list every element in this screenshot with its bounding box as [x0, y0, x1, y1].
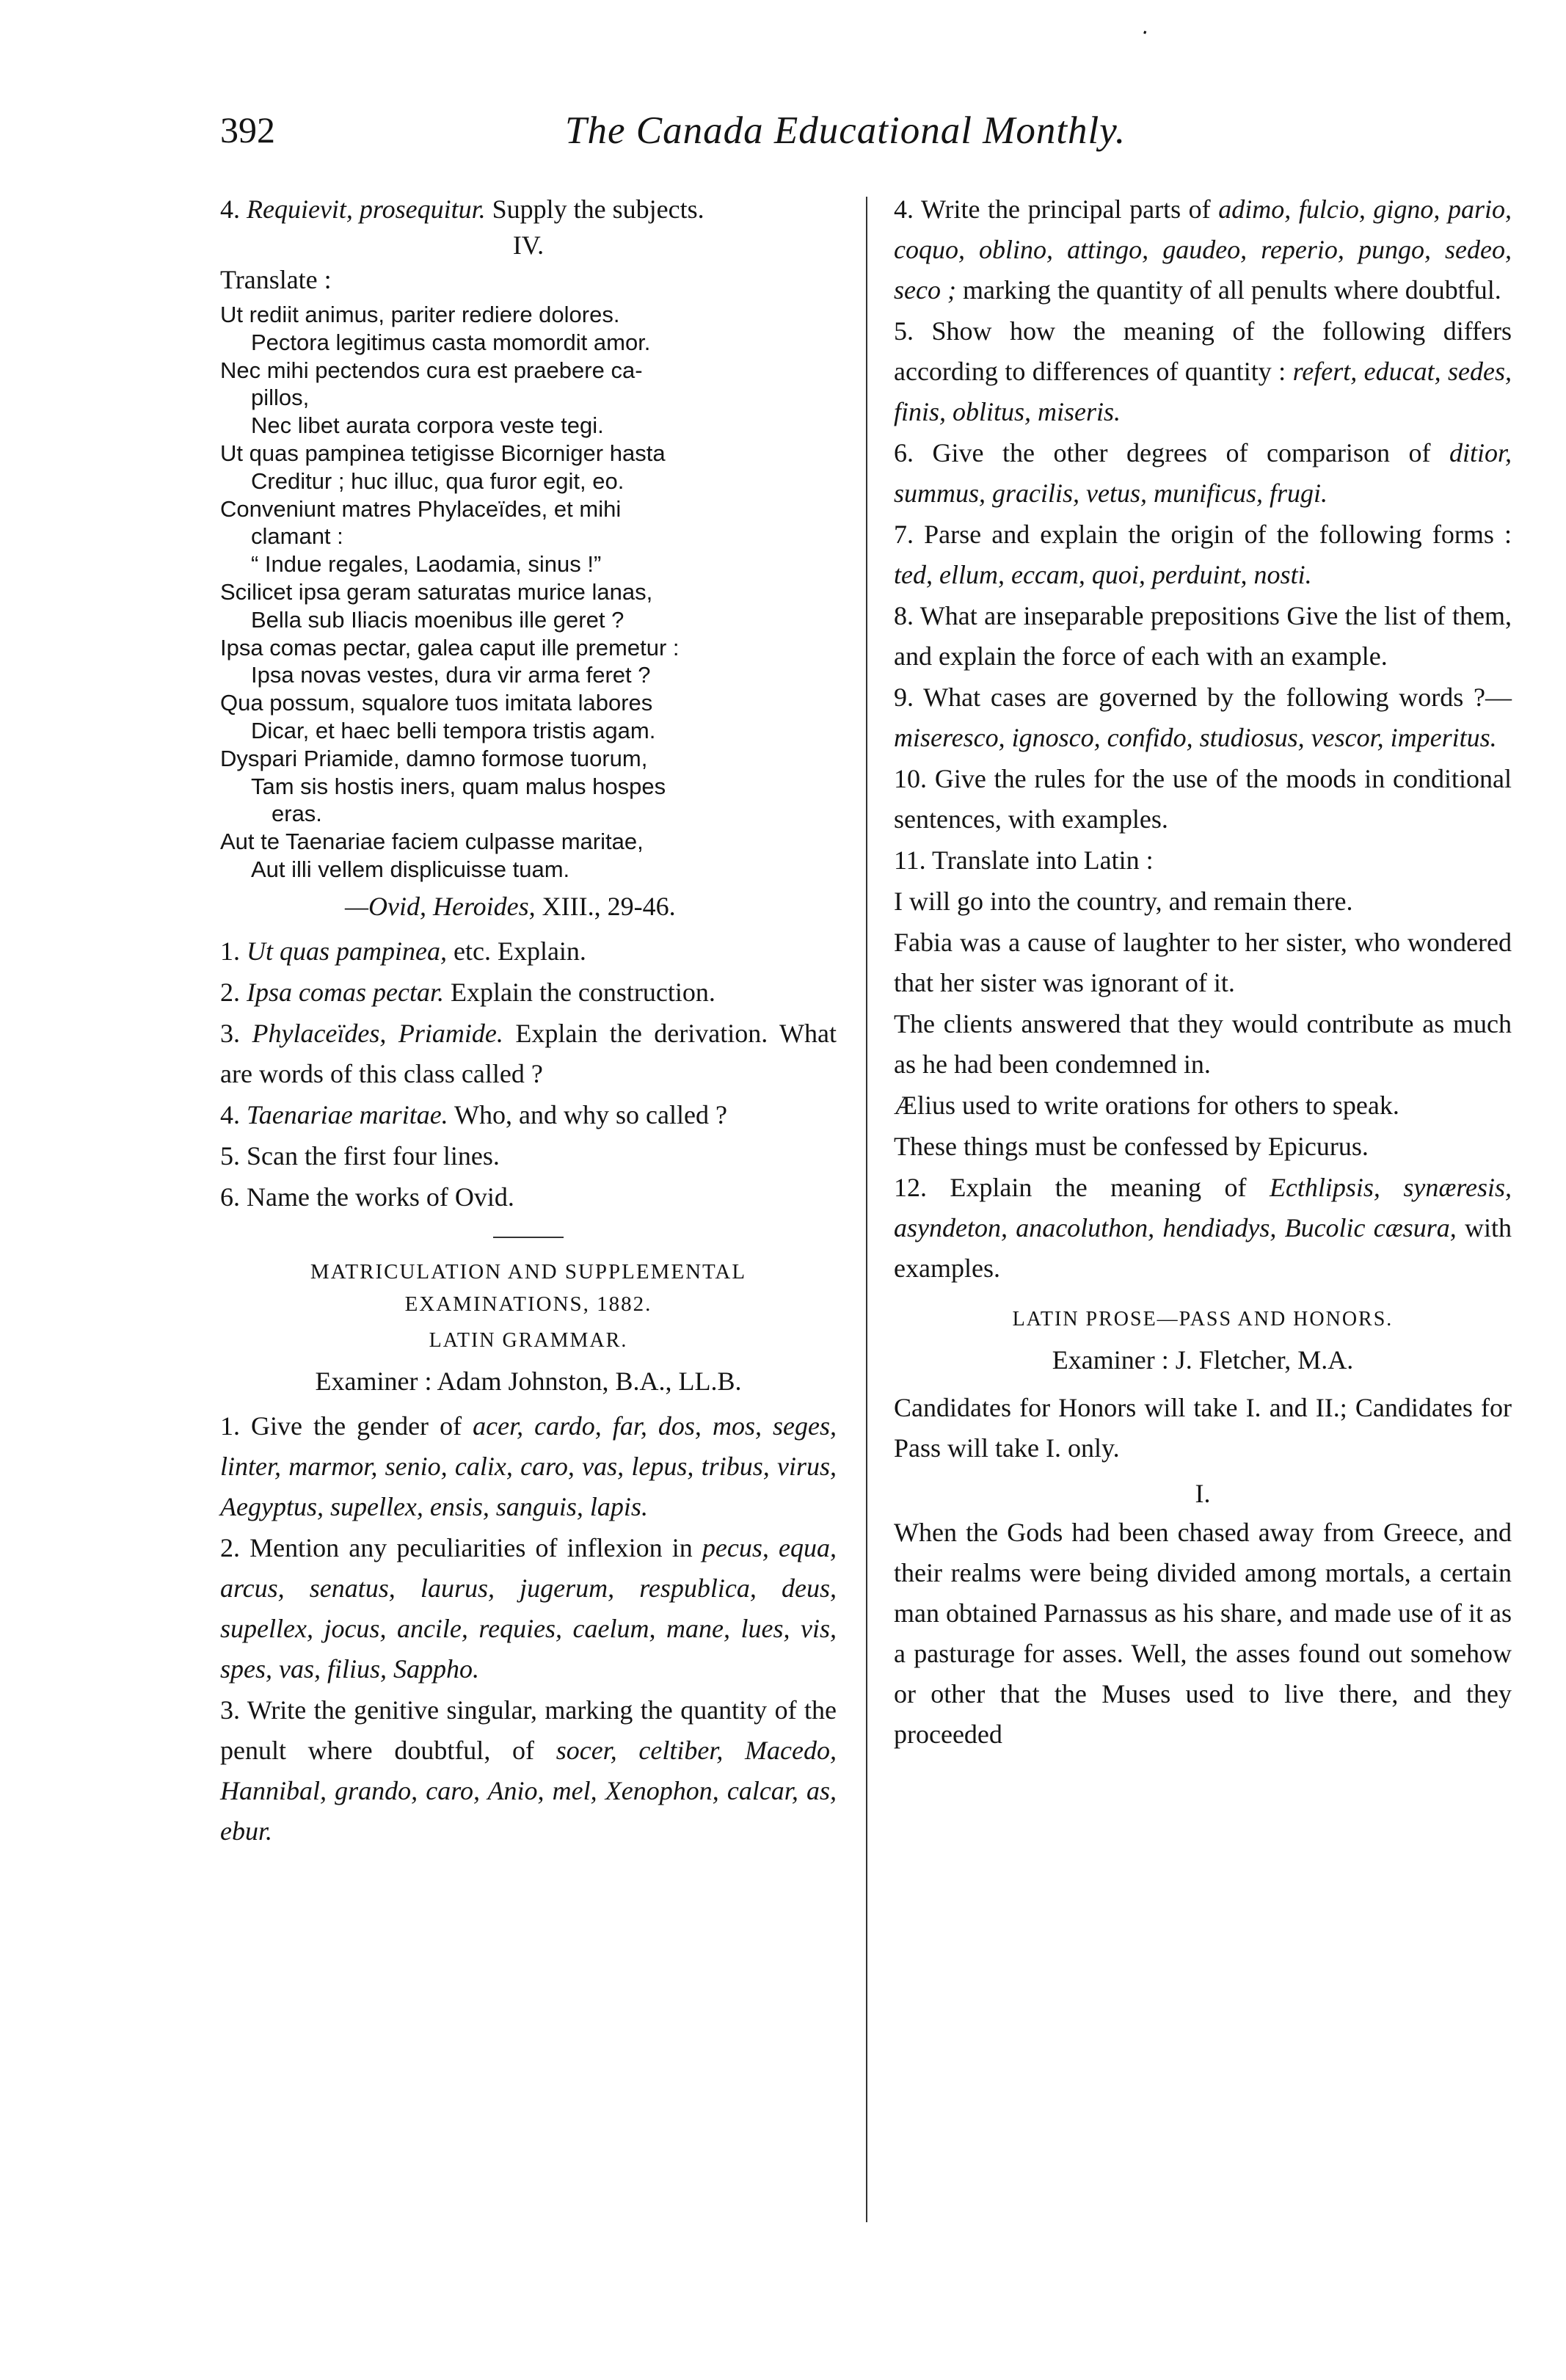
latin-terms: miseresco, ignosco, confido, studiosus, vescor, imperitus. — [894, 723, 1497, 752]
section-divider — [493, 1237, 564, 1238]
poem-line: Dicar, et haec belli tempora tristis agam. — [251, 717, 656, 743]
q-text: Parse and explain the origin of the following forms : — [924, 520, 1512, 549]
poem-line: eras. — [272, 801, 322, 827]
latin-terms: refert, educat, sedes, finis, oblitus, miseris. — [894, 357, 1512, 426]
q-number: 1. — [220, 936, 240, 966]
citation — [220, 887, 837, 927]
translation-sentence: I will go into the country, and remain there. — [894, 887, 1353, 916]
poem-line: Tam sis hostis iners, quam malus hospes — [251, 773, 666, 799]
poem-line: Creditur ; huc illuc, qua furor egit, eo. — [251, 467, 624, 494]
subject-heading: LATIN GRAMMAR. — [429, 1328, 628, 1352]
q-number: 4. — [220, 194, 240, 224]
question-4-ovid — [220, 189, 837, 230]
latin-terms: ted, ellum, eccam, quoi, perduint, nosti. — [894, 560, 1312, 589]
right-column — [894, 189, 1512, 1755]
sub-question-2 — [220, 972, 837, 1013]
poem-line: Bella sub Iliacis moenibus ille geret ? — [251, 606, 624, 633]
q-text: Mention any peculiarities of inflexion in — [250, 1532, 693, 1562]
grammar-question-2 — [220, 1528, 837, 1689]
latin-terms: Phylaceïdes, Priamide. — [252, 1018, 503, 1048]
q-text: Explain the construction. — [450, 977, 715, 1007]
exam-title: MATRICULATION AND SUPPLEMENTAL — [310, 1259, 747, 1284]
grammar-question-11: 11. Translate into Latin : — [894, 845, 1154, 875]
translation-sentence: The clients answered that they would contribute as much as he had been condemned in. — [894, 1009, 1512, 1079]
grammar-question-1 — [220, 1406, 837, 1527]
poem-line: Ipsa comas pectar, galea caput ille premetur : — [220, 634, 680, 660]
citation-author: —Ovid, — [345, 891, 426, 921]
candidates-note: Candidates for Honors will take I. and II.; Candidates for Pass will take I. only. — [894, 1393, 1512, 1463]
q-text: Explain the derivation. What are words of this class called ? — [220, 1018, 837, 1088]
q-number: 12. — [894, 1173, 927, 1202]
q-number: 7. — [894, 520, 914, 549]
section-heading-iv: IV. — [512, 230, 545, 260]
grammar-question-8: 8. What are inseparable prepositions Give the list of them, and explain the force of each with an example. — [894, 601, 1512, 671]
latin-terms: socer, celtiber, Macedo, Hannibal, grando, caro, Anio, mel, Xenophon, calcar, as, ebur. — [220, 1735, 837, 1846]
grammar-question-12 — [894, 1168, 1512, 1289]
sub-question-4 — [220, 1095, 837, 1135]
page-header — [220, 109, 1512, 160]
latin-terms: Ipsa comas pectar. — [247, 977, 444, 1007]
q-number: 3. — [220, 1018, 240, 1048]
prose-section-i: I. — [1195, 1479, 1211, 1508]
grammar-question-5 — [894, 311, 1512, 432]
q-text: Show how the meaning of the following differs according to differences of quantity : — [894, 316, 1512, 386]
citation-work: Heroides, — [433, 891, 536, 921]
page-number: 392 — [220, 109, 275, 150]
sub-question-1 — [220, 931, 837, 972]
sub-question-5: 5. Scan the first four lines. — [220, 1140, 500, 1171]
grammar-question-7 — [894, 514, 1512, 595]
latin-terms: Ecthlipsis, synæresis, asyndeton, anacoluthon, hendiadys, Bucolic cæsura, — [894, 1173, 1512, 1242]
q-text: Give the other degrees of comparison of — [932, 438, 1431, 467]
examiner-line: Examiner : Adam Johnston, B.A., LL.B. — [315, 1366, 742, 1396]
q-text: What cases are governed by the following words ?— — [923, 683, 1512, 712]
latin-terms: Ut quas pampinea, — [247, 936, 447, 966]
grammar-question-9 — [894, 677, 1512, 758]
q-text: Write the genitive singular, marking the quantity of the penult where doubtful, of — [220, 1695, 837, 1765]
q-number: 3. — [220, 1695, 240, 1725]
grammar-question-4 — [894, 189, 1512, 310]
ovid-passage — [220, 301, 837, 884]
poem-line: Nec mihi pectendos cura est praebere ca- — [220, 357, 643, 383]
q-number: 4. — [220, 1099, 240, 1129]
prose-examiner: Examiner : J. Fletcher, M.A. — [1052, 1345, 1354, 1375]
q-number: 1. — [220, 1411, 240, 1441]
q-text-continued: marking the quantity of all penults where doubtful. — [962, 275, 1501, 305]
poem-line: Pectora legitimus casta momordit amor. — [251, 329, 651, 355]
poem-line: Aut te Taenariae faciem culpasse maritae, — [220, 829, 644, 855]
latin-terms: adimo, fulcio, gigno, pario, coquo, oblino, attingo, gaudeo, reperio, pungo, sedeo, seco ; — [894, 194, 1512, 305]
poem-line: Ut quas pampinea tetigisse Bicorniger hasta — [220, 440, 666, 466]
poem-line: Dyspari Priamide, damno formose tuorum, — [220, 745, 648, 771]
running-title: The Canada Educational Monthly. — [565, 109, 1126, 152]
sub-question-6: 6. Name the works of Ovid. — [220, 1182, 514, 1212]
poem-line: pillos, — [251, 385, 310, 411]
q-number: 4. — [894, 194, 914, 224]
latin-terms: pecus, equa, arcus, senatus, laurus, jugerum, respublica, deus, supellex, jocus, ancile, requies, caelum, mane, lues, vis, spes, vas, filius, Sappho. — [220, 1532, 837, 1684]
poem-line: Conveniunt matres Phylaceïdes, et mihi — [220, 495, 622, 522]
q-text-continued: with examples. — [894, 1213, 1512, 1283]
column-divider — [866, 197, 867, 2222]
q-number: 2. — [220, 977, 240, 1007]
q-number: 2. — [220, 1532, 240, 1562]
q-text: Write the principal parts of — [920, 194, 1211, 224]
grammar-question-3 — [220, 1690, 837, 1852]
translate-instruction: Translate : — [220, 265, 332, 294]
poem-line: Ut rediit animus, pariter rediere dolores. — [220, 302, 620, 327]
poem-line: Aut illi vellem displicuisse tuam. — [251, 856, 570, 882]
exam-title-line-2: EXAMINATIONS, 1882. — [404, 1292, 652, 1316]
translation-sentence: These things must be confessed by Epicurus. — [894, 1132, 1369, 1161]
poem-line: Qua possum, squalore tuos imitata labores — [220, 690, 653, 716]
latin-terms: Taenariae maritae. — [247, 1099, 448, 1129]
q-text: Explain the meaning of — [950, 1173, 1247, 1202]
poem-line: “ Indue regales, Laodamia, sinus !” — [251, 551, 602, 578]
poem-line: Nec libet aurata corpora veste tegi. — [251, 412, 604, 439]
prose-section-title: LATIN PROSE—PASS AND HONORS. — [1012, 1308, 1394, 1331]
grammar-question-10: 10. Give the rules for the use of the moods in conditional sentences, with examples. — [894, 764, 1512, 834]
poem-line: clamant : — [251, 523, 343, 550]
q-number: 5. — [894, 316, 914, 346]
poem-line: Scilicet ipsa geram saturatas murice lanas, — [220, 578, 653, 605]
translation-sentence: Fabia was a cause of laughter to her sister, who wondered that her sister was ignorant of it. — [894, 928, 1512, 997]
q-text: etc. Explain. — [454, 936, 586, 966]
translation-sentence: Ælius used to write orations for others to speak. — [894, 1091, 1399, 1120]
poem-line: Ipsa novas vestes, dura vir arma feret ? — [251, 662, 651, 688]
q-number: 6. — [894, 438, 914, 467]
q-text: Who, and why so called ? — [454, 1099, 727, 1129]
q-text: Give the gender of — [251, 1411, 462, 1441]
q-text: Supply the subjects. — [492, 194, 704, 224]
latin-terms: ditior, summus, gracilis, vetus, munificus, frugi. — [894, 438, 1512, 508]
corner-mark: ‧ — [1137, 21, 1152, 46]
citation-reference: XIII., 29-46. — [542, 891, 676, 921]
latin-terms: acer, cardo, far, dos, mos, seges, linter, marmor, senio, calix, caro, vas, lepus, tribus, virus, Aegyptus, supellex, ensis, sanguis, lapis. — [220, 1411, 837, 1521]
prose-passage: When the Gods had been chased away from Greece, and their realms were being divided among mortals, a certain man obtained Parnassus as his share, and made use of it as a pasturage for asses. Well, the asses found out somehow or other that the Muses used to live there, and they proceeded — [894, 1518, 1512, 1749]
grammar-question-6 — [894, 433, 1512, 514]
left-column — [220, 189, 837, 1852]
q-number: 9. — [894, 683, 914, 712]
latin-terms: Requievit, prosequitur. — [247, 194, 486, 224]
sub-question-3 — [220, 1013, 837, 1094]
